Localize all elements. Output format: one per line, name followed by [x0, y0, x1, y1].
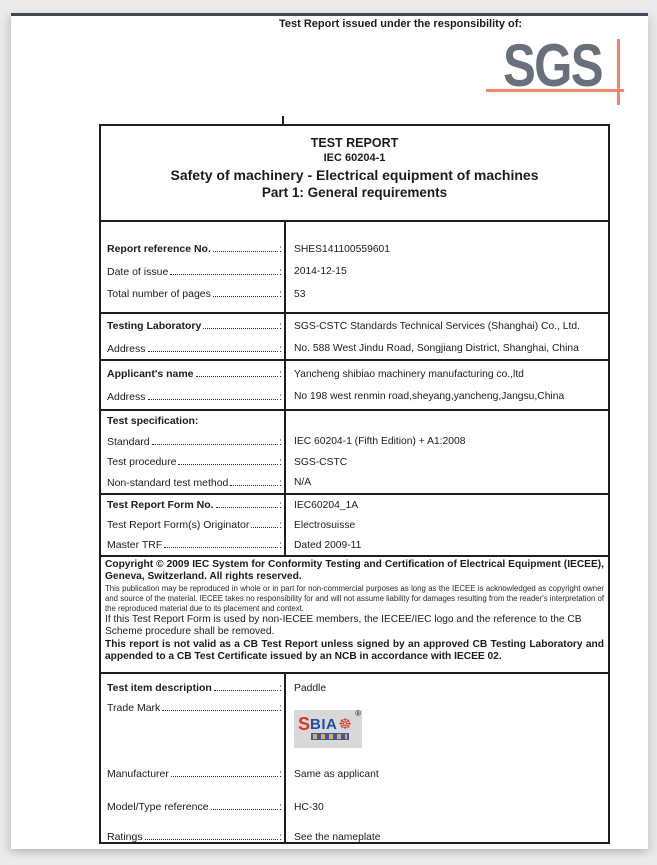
value-trf-number: IEC60204_1A — [294, 499, 359, 511]
label-applicant-name: Applicant's name — [107, 368, 194, 381]
row-total-pages: Total number of pages : 53 — [101, 283, 608, 306]
value-laboratory-address: No. 588 West Jindu Road, Songjiang District, Shanghai, China — [294, 343, 579, 355]
dotted-leader — [145, 839, 278, 840]
label-trf-number: Test Report Form No. — [107, 499, 214, 511]
row-standard: Standard : IEC 60204-1 (Fifth Edition) + A1:2008 — [101, 432, 608, 453]
row-trf-number: Test Report Form No. : IEC60204_1A — [101, 495, 608, 515]
value-report-reference: SHES141100559601 — [294, 243, 390, 255]
label-test-specification: Test specification: — [107, 415, 199, 428]
registered-trademark-icon: ® — [355, 709, 361, 718]
label-test-procedure: Test procedure — [107, 456, 177, 469]
standard-title: Safety of machinery - Electrical equipment of machines — [170, 167, 539, 183]
value-standard: IEC 60204-1 (Fifth Edition) + A1:2008 — [294, 436, 466, 448]
label-trf-originator: Test Report Form(s) Originator — [107, 519, 250, 531]
label-master-trf: Master TRF — [107, 539, 163, 551]
label-date-of-issue: Date of issue — [107, 265, 169, 278]
section-test-item — [101, 672, 608, 842]
dotted-leader — [213, 296, 278, 297]
row-ratings: Ratings : See the nameplate — [101, 827, 608, 847]
dotted-leader — [203, 328, 278, 329]
copyright-fine-print: This publication may be reproduced in whole or in part for non-commercial purposes as long as the IECEE is acknowledged as copyright owner and source of the material. IECEE takes no responsibility for and will not assume liability for damages resulting from the reader's interpretation of the reproduced material due to its placement and context. — [105, 583, 604, 613]
value-trf-originator: Electrosuisse — [294, 519, 356, 531]
standard-part: Part 1: General requirements — [261, 185, 448, 200]
sgs-logo — [481, 34, 646, 126]
label-non-standard-method: Non-standard test method — [107, 476, 229, 489]
row-trf-originator: Test Report Form(s) Originator : Electrosuisse — [101, 515, 608, 535]
dotted-leader — [164, 547, 278, 548]
column-divider — [284, 222, 286, 312]
label-ratings: Ratings — [107, 831, 143, 843]
dotted-leader — [216, 507, 279, 508]
trademark-banner — [311, 733, 349, 740]
dotted-leader — [162, 710, 278, 711]
copyright-validity-notice: This report is not valid as a CB Test Report unless signed by an approved CB Testing Laboratory and appended to a CB Test Certificate issued by an NCB in accordance with IECEE 02. — [105, 639, 604, 663]
title-section — [101, 126, 608, 220]
header-note: Test Report issued under the responsibility of: — [279, 18, 523, 30]
value-master-trf: Dated 2009-11 — [294, 539, 362, 551]
copyright-bold-notice: Copyright © 2009 IEC System for Conformity Testing and Certification of Electrical Equipment (IECEE), Geneva, Switzerland. All rights reserved. — [105, 559, 604, 582]
row-non-standard-method: Non-standard test method : N/A — [101, 473, 608, 494]
value-total-pages: 53 — [294, 288, 306, 300]
column-divider — [284, 314, 286, 359]
label-report-reference: Report reference No. — [107, 243, 211, 256]
test-report-table — [99, 124, 610, 844]
trademark-letter-s: S — [298, 714, 311, 734]
section-test-report-form — [101, 493, 608, 555]
row-applicant-name: Applicant's name : Yancheng shibiao machinery manufacturing co.,ltd — [101, 363, 608, 386]
row-report-reference: Report reference No. : SHES141100559601 — [101, 238, 608, 261]
section-test-specification — [101, 409, 608, 493]
column-divider — [284, 361, 286, 409]
label-standard: Standard — [107, 435, 150, 448]
dotted-leader — [152, 444, 278, 445]
value-applicant-name: Yancheng shibiao machinery manufacturing co.,ltd — [294, 368, 524, 380]
sgs-logo-text: SGS — [503, 32, 602, 99]
dotted-leader — [214, 690, 278, 691]
dotted-leader — [148, 351, 279, 352]
column-divider — [284, 411, 286, 493]
value-model-type: HC-30 — [294, 801, 324, 813]
value-manufacturer: Same as applicant — [294, 768, 379, 780]
row-date-of-issue: Date of issue : 2014-12-15 — [101, 261, 608, 284]
value-non-standard-method: N/A — [294, 477, 312, 489]
row-test-procedure: Test procedure : SGS-CSTC — [101, 452, 608, 473]
dotted-leader — [178, 464, 278, 465]
label-laboratory-address: Address — [107, 342, 146, 355]
value-test-procedure: SGS-CSTC — [294, 456, 348, 468]
column-divider — [284, 674, 286, 842]
wheel-icon: ☸ — [338, 715, 352, 733]
row-laboratory-address: Address : No. 588 West Jindu Road, Songjiang District, Shanghai, China — [101, 338, 608, 361]
sgs-logo-vertical-line — [617, 39, 620, 105]
row-test-specification-heading — [101, 411, 608, 432]
label-testing-laboratory: Testing Laboratory — [107, 320, 202, 333]
report-title: TEST REPORT — [310, 136, 399, 150]
label-manufacturer: Manufacturer — [107, 768, 169, 780]
value-trade-mark — [284, 698, 608, 748]
trademark-letters-bia: BIA — [310, 715, 338, 733]
section-report-info — [101, 220, 608, 312]
dotted-leader — [251, 527, 278, 528]
dotted-leader — [230, 485, 278, 486]
row-manufacturer: Manufacturer : Same as applicant — [101, 764, 608, 784]
label-total-pages: Total number of pages — [107, 288, 211, 301]
label-applicant-address: Address — [107, 390, 146, 403]
copyright-cb-note: If this Test Report Form is used by non-IECEE members, the IECEE/IEC logo and the reference to the CB Scheme procedure shall be removed. — [105, 614, 582, 638]
section-testing-laboratory — [101, 312, 608, 359]
row-applicant-address: Address : No 198 west renmin road,sheyang,yancheng,Jangsu,China — [101, 386, 608, 409]
row-trade-mark: Trade Mark : ® S BIA ☸ — [101, 698, 608, 752]
label-trade-mark: Trade Mark — [107, 702, 161, 714]
value-applicant-address: No 198 west renmin road,sheyang,yancheng,Jangsu,China — [294, 391, 565, 403]
section-copyright — [101, 555, 608, 672]
value-ratings: See the nameplate — [294, 831, 381, 843]
row-model-type: Model/Type reference : HC-30 — [101, 797, 608, 817]
standard-number: IEC 60204-1 — [323, 152, 386, 164]
dotted-leader — [196, 376, 279, 377]
column-divider-stub — [282, 116, 284, 124]
dotted-leader — [170, 274, 278, 275]
value-date-of-issue: 2014-12-15 — [294, 266, 347, 278]
row-testing-laboratory: Testing Laboratory : SGS-CSTC Standards Technical Services (Shanghai) Co., Ltd. — [101, 315, 608, 338]
dotted-leader — [211, 809, 279, 810]
label-test-item-description: Test item description — [107, 682, 212, 694]
trademark-logo — [294, 710, 362, 748]
value-test-item-description: Paddle — [294, 682, 327, 694]
value-testing-laboratory: SGS-CSTC Standards Technical Services (Shanghai) Co., Ltd. — [294, 320, 580, 332]
column-divider — [284, 495, 286, 555]
document-page — [11, 13, 648, 849]
dotted-leader — [148, 399, 279, 400]
row-test-item-description: Test item description : Paddle — [101, 678, 608, 698]
label-model-type: Model/Type reference — [107, 801, 209, 813]
section-applicant — [101, 359, 608, 409]
row-master-trf: Master TRF : Dated 2009-11 — [101, 535, 608, 555]
dotted-leader — [213, 251, 278, 252]
dotted-leader — [171, 776, 278, 777]
